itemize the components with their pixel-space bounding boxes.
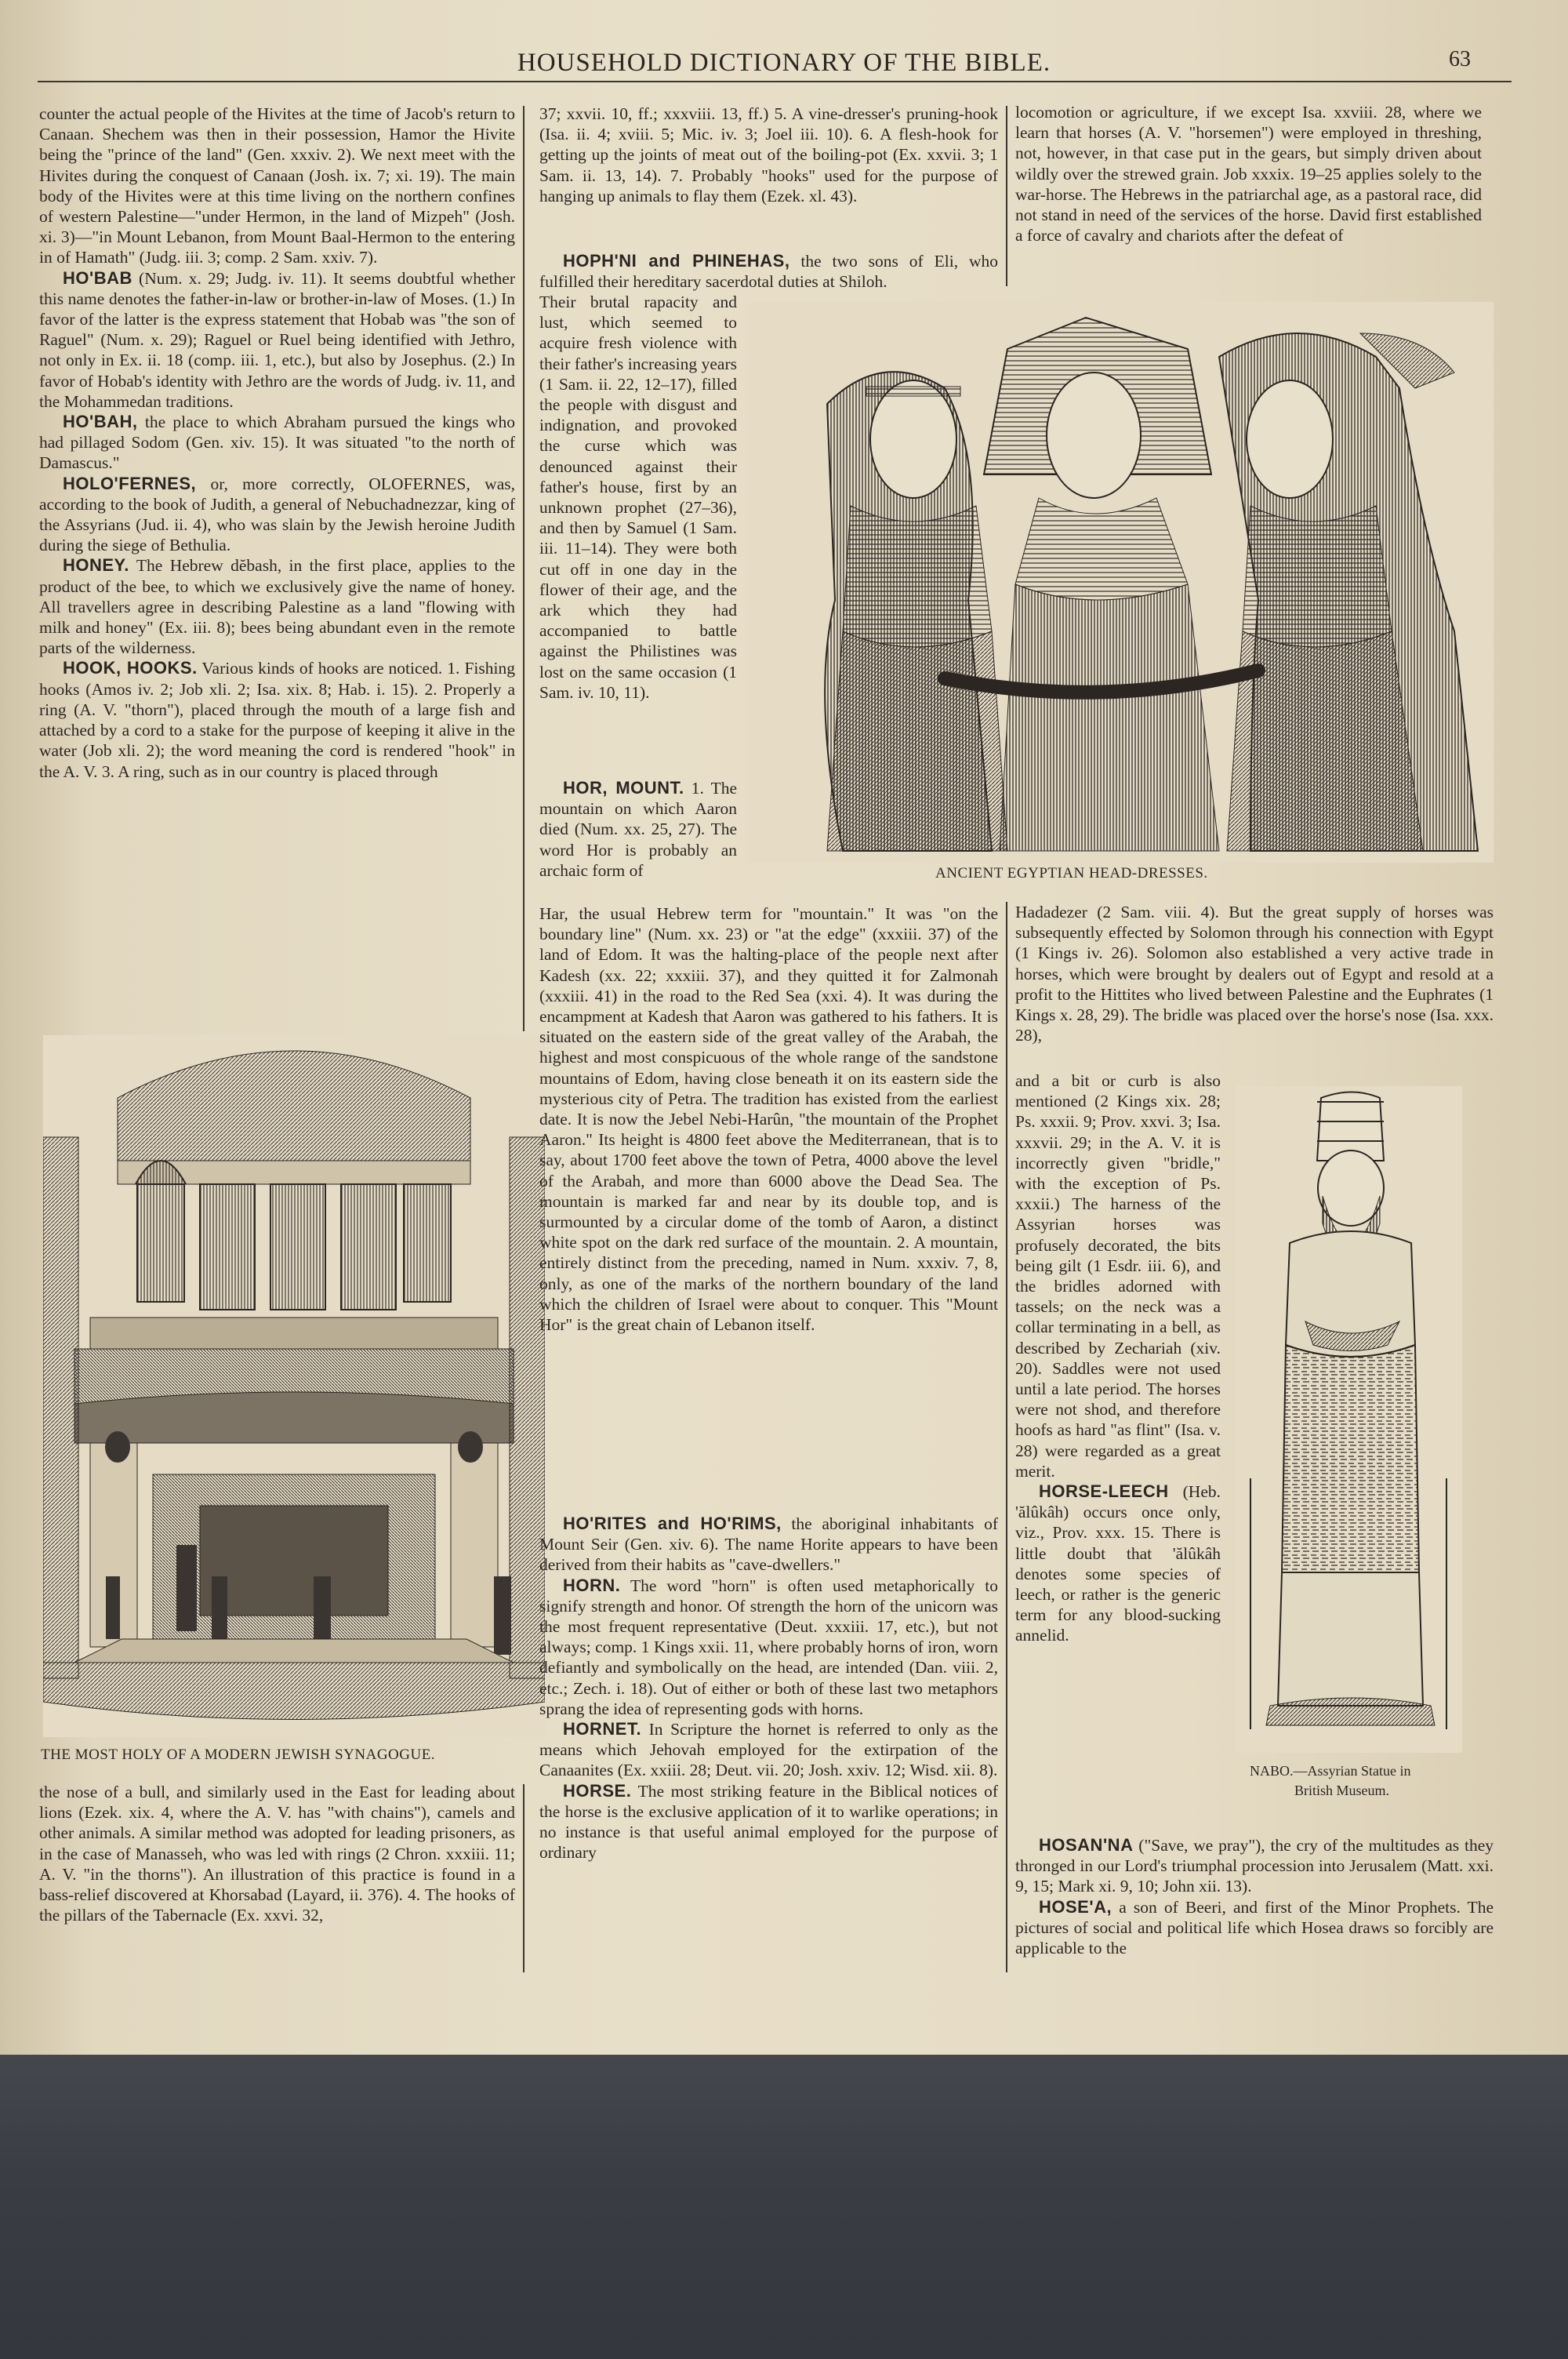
hophni-text-wide: the two sons of Eli, who fulfilled their hereditary sacerdotal duties at Shiloh.	[539, 252, 998, 292]
entry-horse: HORSE. The most striking feature in the Biblical notices of the horse is the exclusive application of it to warlike operations; in no instance is that useful animal employed for the purpose of ordinary	[539, 1780, 998, 1863]
nabo-caption-line2: British Museum.	[1294, 1783, 1390, 1798]
hook-continuation-2: 37; xxvii. 10, ff.; xxxviii. 13, ff.) 5. A vine-dresser's pruning-hook (Isa. ii. 4; xviii. 5; Mic. iv. 3; Joel iii. 10). 6. A flesh-hook for getting up the joints of meat out of the boiling-pot (Ex. xxvii. 3; 1 Sam. ii. 13, 14). 7. Probably "hooks" used for the purpose of hanging up animals to flay them (Ezek. xl. 43).	[539, 104, 998, 205]
horse-continuation-3: and a bit or curb is also mentioned (2 Kings xix. 28; Ps. xxxii. 9; Prov. xxvi. 3; Isa. xxxvii. 29; in the A. V. it is incorrectly given "bridle," with the exception of Ps. xxxii.) The harness of the Assyrian horses was profusely decorated, the bits being gilt (1 Esdr. iii. 6), and the bridles adorned with tassels; on the neck was a collar terminating in a bell, as described by Zechariah (xiv. 20). Saddles were not used until a late period. The horses were not shod, and therefore hoofs as hard "as flint" (Isa. v. 28) were regarded as a great merit.	[1015, 1071, 1221, 1481]
horse-continuation-2: Hadadezer (2 Sam. viii. 4). But the great supply of horses was subsequently effected by Solomon through his connection with Egypt (1 Kings iv. 26). Solomon also established a very active trade in horses, which were brought by dealers out of Egypt and resold at a profit to the Hittites who lived between Palestine and the Euphrates (1 Kings x. 28, 29). The bridle was placed over the horse's nose (Isa. xxx. 28),	[1015, 903, 1494, 1045]
hook-continuation: the nose of a bull, and similarly used in the East for leading about lions (Ezek. xix. 4, where the A. V. has "with chains"), camels and other animals. A similar method was adopted for leading prisoners, as in the case of Manasseh, who was led with rings (2 Chron. xxxiii. 11; A. V. "in the thorns"). An illustration of this practice is found in a bass-relief discovered at Khorsabad (Layard, ii. 376). 4. The hooks of the pillars of the Tabernacle (Ex. xxvi. 32,	[39, 1783, 515, 1925]
egyptian-caption: ANCIENT EGYPTIAN HEAD-DRESSES.	[935, 865, 1208, 881]
synagogue-engraving	[43, 1035, 545, 1737]
entry-hook: HOOK, HOOKS. Various kinds of hooks are noticed. 1. Fishing hooks (Amos iv. 2; Job xli. 2; Isa. xix. 8; Hab. i. 15). 2. Properly a ring (A. V. "thorn"), placed through the mouth of a large fish and attached by a cord to a stake for the purpose of keeping it alive in the water (Job xli. 2); the word meaning the cord is rendered "hook" in the A. V. 3. A ring, such as in our country is placed through	[39, 658, 515, 781]
running-header: HOUSEHOLD DICTIONARY OF THE BIBLE.	[517, 49, 1051, 77]
entry-hobah: HO'BAH, the place to which Abraham pursued the kings who had pillaged Sodom (Gen. xiv. 15). It was situated "to the north of Damascus."	[39, 412, 515, 473]
page-number: 63	[1449, 47, 1471, 71]
entry-horse-leech: HORSE-LEECH (Heb. 'ălûkâh) occurs once only, viz., Prov. xxx. 15. There is little doubt that 'ălûkâh denotes some species of leech, or rather is the generic term for any blood-sucking annelid.	[1015, 1481, 1221, 1645]
entry-hophni-wide	[539, 251, 998, 292]
hophni-headword: HOPH'NI and PHINEHAS,	[563, 251, 790, 271]
entry-continuation: counter the actual people of the Hivites at the time of Jacob's return to Canaan. Shechem was then in their possession, Hamor the Hivite being the "prince of the land" (Gen. xxxiv. 2). We next meet with the Hivites during the conquest of Canaan (Josh. ix. 7; xi. 19). The main body of the Hivites were at this time living on the northern confines of western Palestine—"under Hermon, in the land of Mizpeh" (Josh. xi. 3)—"in Mount Lebanon, from Mount Baal-Hermon to the entering in of Hamath" (Judg. iii. 3; comp. 2 Sam. xxiv. 7).	[39, 104, 515, 267]
horse-continuation: locomotion or agriculture, if we except Isa. xxviii. 28, where we learn that horses (A. V. "horsemen") were employed in threshing, not, however, in that case put in the gears, but simply driven about wildly over the strewed grain. Job xxxix. 19–25 applies solely to the war-horse. The Hebrews in the patriarchal age, as a pastoral race, did not stand in need of the services of the horse. David first established a force of cavalry and chariots after the defeat of	[1015, 103, 1482, 245]
nabo-caption-line1: NABO.—Assyrian Statue in	[1250, 1763, 1411, 1779]
hor-headword: HOR, MOUNT.	[563, 778, 684, 798]
column-3-top	[1015, 102, 1482, 290]
hophni-text-narrow: Their brutal rapacity and lust, which seemed to acquire fresh violence with their father's increasing years (1 Sam. ii. 22, 12–17), filled the people with disgust and indignation, and provoked the curse which was denounced against their father's house, first by an unknown prophet (27–36), and then by Samuel (1 Sam. iii. 11–14). They were both cut off in one day in the flower of their age, and the ark which they had accompanied to battle against the Philistines was lost on the same occasion (1 Sam. iv. 10, 11).	[539, 293, 737, 702]
column-1-top	[39, 104, 515, 1017]
column-3-mid	[1015, 902, 1494, 1070]
column-2-top	[539, 104, 998, 253]
column-3-narrow	[1015, 1070, 1221, 1678]
entry-horites: HO'RITES and HO'RIMS, the aboriginal inhabitants of Mount Seir (Gen. xiv. 6). The name Horite appears to have been derived from their habits as "cave-dwellers."	[539, 1514, 998, 1575]
column-2-lower	[539, 1514, 998, 1978]
column-rule-2	[1006, 106, 1007, 286]
entry-hobab: HO'BAB (Num. x. 29; Judg. iv. 11). It seems doubtful whether this name denotes the father-in-law or brother-in-law of Moses. (1.) In favor of the latter is the express statement that Hobab was "the son of Raguel" (Num. x. 29); Raguel or Ruel being identified with Jethro, not only in Ex. ii. 18 (comp. iii. 1, etc.), but also by Josephus. (2.) In favor of Hobab's identity with Jethro are the words of Judg. iv. 11, and the Mohammedan traditions.	[39, 267, 515, 411]
hor-text-wide: Har, the usual Hebrew term for "mountain." It was "on the boundary line" (Num. xx. 23) or "at the edge" (xxxiii. 37) of the land of Edom. It was the halting-place of the people next after Kadesh (xx. 22; xxxiii. 37), and they quitted it for Zalmonah (xxxiii. 41) in the road to the Red Sea (xxi. 4). It was during the encampment at Kadesh that Aaron was gathered to his fathers. It is situated on the eastern side of the great valley of the Arabah, the highest and most conspicuous of the whole range of the sandstone mountains of Edom, having close beneath it on its eastern side the mysterious city of Petra. The tradition has existed from the earliest date. It is now the Jebel Nebi-Harûn, "the mountain of the Prophet Aaron." Its height is 4800 feet above the Mediterranean, that is to say, about 1700 feet above the town of Petra, 4000 above the level of the Arabah, and more than 6000 above the Dead Sea. The mountain is marked far and near by its double top, and is surmounted by a circular dome of the tomb of Aaron, a distinct white spot on the dark red surface of the mountain. 2. A mountain, entirely distinct from the preceding, named in Num. xxxiv. 7, 8, only, as one of the marks of the northern boundary of the land which the children of Israel were about to conquer. This "Mount Hor" is the great chain of Lebanon itself.	[539, 904, 998, 1335]
entry-hornet: HORNET. In Scripture the hornet is referred to only as the means which Jehovah employed for the extirpation of the Canaanites (Ex. xxiii. 28; Deut. vii. 20; Josh. xxiv. 12; Wisd. xii. 8).	[539, 1719, 998, 1780]
column-rule-2-lower	[1006, 902, 1007, 1972]
entry-hosanna: HOSAN'NA ("Save, we pray"), the cry of the multitudes as they thronged in our Lord's triumphal procession into Jerusalem (Matt. xxi. 9, 15; Mark xi. 9, 10; John xii. 13).	[1015, 1835, 1494, 1896]
entry-horn: HORN. The word "horn" is often used metaphorically to signify strength and honor. Of strength the horn of the unicorn was the most frequent representative (Deut. xxxiii. 17, etc.), but not always; comp. 1 Kings xxii. 11, where probably horns of iron, worn defiantly and symbolically on the head, are intended (Dan. viii. 2, etc.; Zech. i. 18). Out of either or both of these last two metaphors sprang the idea of representing gods with horns.	[539, 1575, 998, 1718]
entry-hosea: HOSE'A, a son of Beeri, and first of the Minor Prophets. The pictures of social and political life which Hosea draws so forcibly are applicable to the	[1015, 1896, 1494, 1958]
entry-honey: HONEY. The Hebrew dĕbash, in the first place, applies to the product of the bee, to which we exclusively give the name of honey. All travellers agree in describing Palestine as a land "flowing with milk and honey" (Ex. iii. 8); bees being abundant even in the remote parts of the wilderness.	[39, 555, 515, 658]
entry-hophni-narrow	[539, 292, 737, 778]
nabo-statue-engraving	[1235, 1086, 1462, 1753]
entry-holofernes: HOLO'FERNES, or, more correctly, OLOFERNES, was, according to the book of Judith, a general of Nebuchadnezzar, king of the Assyrians (Jud. ii. 4), who was slain by the Jewish heroine Judith during the siege of Bethulia.	[39, 473, 515, 555]
desk-surface	[0, 2055, 1568, 2359]
hor-text-narrow: 1. The mountain on which Aaron died (Num. xx. 25, 27). The word Hor is probably an archaic form of	[539, 779, 737, 880]
column-1-bottom	[39, 1782, 515, 1978]
column-3-bottom	[1015, 1835, 1494, 1980]
egyptian-headdresses-engraving	[749, 302, 1494, 863]
column-rule-1	[523, 106, 524, 1031]
header-rule	[38, 81, 1512, 82]
entry-hor-narrow	[539, 778, 737, 906]
entry-hor-wide	[539, 903, 998, 1515]
column-rule-1-lower	[523, 1784, 524, 1972]
synagogue-caption: THE MOST HOLY OF A MODERN JEWISH SYNAGOGUE.	[41, 1747, 436, 1763]
